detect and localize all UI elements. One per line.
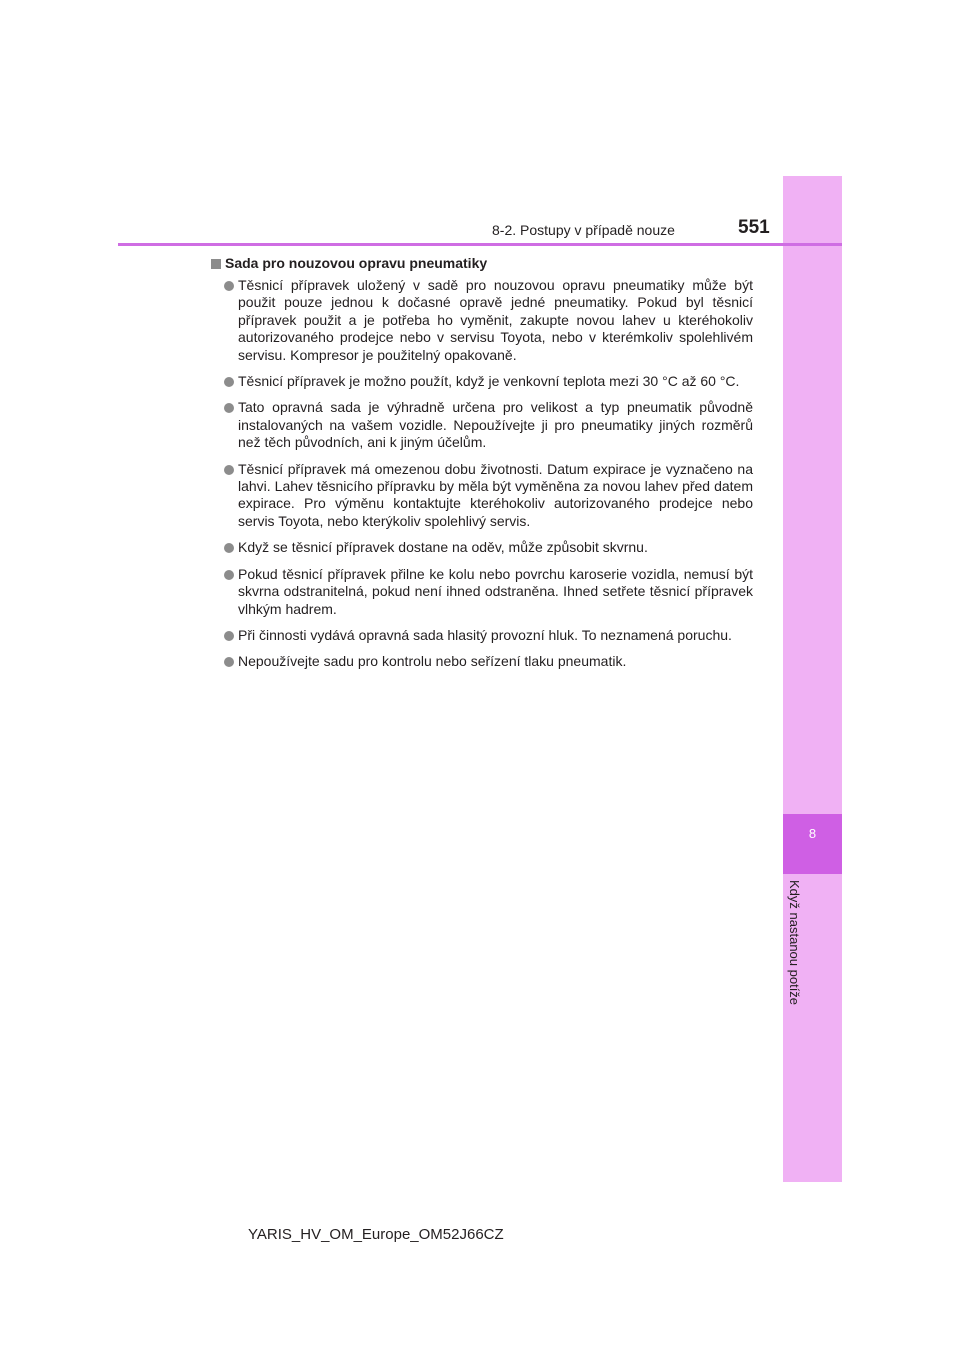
main-content <box>211 255 753 680</box>
bullet-text: Těsnicí přípravek je možno použít, když je venkovní teplota mezi 30 °C až 60 °C. <box>238 373 740 390</box>
header-divider <box>118 243 842 246</box>
bullet-item <box>211 653 753 670</box>
square-bullet-icon <box>211 259 221 269</box>
chapter-side-tab <box>783 176 842 1182</box>
bullet-text: Nepoužívejte sadu pro kontrolu nebo seřízení tlaku pneumatik. <box>238 653 627 670</box>
chapter-number-tab <box>783 814 842 874</box>
section-title-text: Sada pro nouzovou opravu pneumatiky <box>225 255 488 271</box>
bullet-dot-icon <box>224 543 234 553</box>
bullet-dot-icon <box>224 403 234 413</box>
bullet-item <box>211 539 753 556</box>
bullet-item <box>211 461 753 531</box>
bullet-dot-icon <box>224 657 234 667</box>
bullet-text: Když se těsnicí přípravek dostane na oděv, může způsobit skvrnu. <box>238 539 648 556</box>
document-footer-code: YARIS_HV_OM_Europe_OM52J66CZ <box>248 1226 504 1243</box>
section-title <box>211 255 753 272</box>
section-header: 8-2. Postupy v případě nouze <box>492 222 675 238</box>
bullet-item <box>211 277 753 364</box>
bullet-dot-icon <box>224 377 234 387</box>
bullet-item <box>211 627 753 644</box>
bullet-text: Těsnicí přípravek uložený v sadě pro nouzovou opravu pneumatiky může být použit pouze jednou k dočasné opravě jedné pneumatiky. Pokud byl těsnicí přípravek použit a je potřeba ho vyměnit, zakupte novou lahev u kteréhokoliv autorizovaného prodejce nebo v servisu Toyota, nebo v kterémkoliv spolehlivém servisu. Kompresor je použitelný opakovaně. <box>238 277 753 363</box>
chapter-title: Když nastanou potíže <box>787 880 802 1006</box>
chapter-number: 8 <box>808 826 817 841</box>
bullet-item <box>211 399 753 451</box>
bullet-item <box>211 566 753 618</box>
bullet-text: Tato opravná sada je výhradně určena pro velikost a typ pneumatik původně instalovaných na vašem vozidle. Nepoužívejte ji pro pneumatiky jiných rozměrů než těch původních, ani k jiným účelům. <box>238 399 753 451</box>
bullet-dot-icon <box>224 281 234 291</box>
bullet-text: Pokud těsnicí přípravek přilne ke kolu nebo povrchu karoserie vozidla, nemusí být skvrna odstranitelná, pokud není ihned odstraněna. Ihned setřete těsnicí přípravek vlhkým hadrem. <box>238 565 753 617</box>
bullet-text: Při činnosti vydává opravná sada hlasitý provozní hluk. To neznamená poruchu. <box>238 626 732 643</box>
bullet-dot-icon <box>224 465 234 475</box>
bullet-dot-icon <box>224 631 234 641</box>
page-number: 551 <box>738 217 770 238</box>
bullet-item <box>211 373 753 390</box>
bullet-dot-icon <box>224 570 234 580</box>
bullet-text: Těsnicí přípravek má omezenou dobu životnosti. Datum expirace je vyznačeno na lahvi. Lahev těsnicího přípravku by měla být vyměněna za novou lahev před datem expirace. Pro výměnu kontaktujte kteréhokoliv autorizovaného prodejce nebo servis Toyota, nebo kterýkoliv spolehlivý servis. <box>238 460 753 529</box>
